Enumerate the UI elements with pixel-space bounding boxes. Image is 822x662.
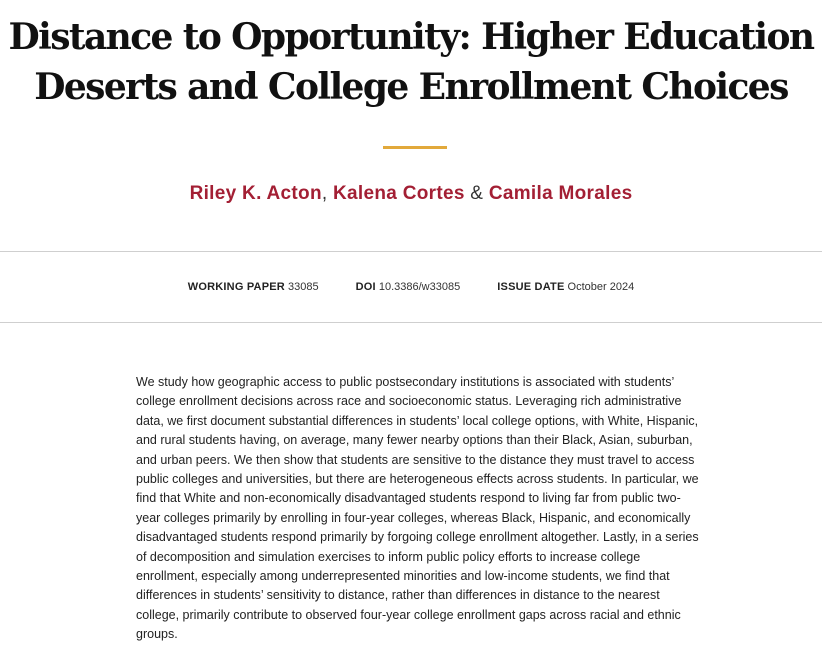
working-paper-value: 33085: [287, 281, 319, 293]
meta-divider-top: [0, 251, 822, 252]
title-line-2: Deserts and College Enrollment Choices: [34, 66, 788, 108]
doi-label: DOI: [355, 281, 376, 293]
author-link-riley-acton[interactable]: Riley K. Acton: [189, 183, 322, 204]
doi: [356, 279, 461, 295]
author-link-kalena-cortes[interactable]: Kalena Cortes: [333, 183, 465, 204]
issue-date-label: ISSUE DATE: [497, 281, 565, 293]
working-paper-number: [188, 279, 319, 295]
author-separator: &: [464, 183, 489, 204]
page-title: [0, 12, 822, 112]
doi-value: 10.3386/w33085: [378, 281, 461, 293]
working-paper-label: WORKING PAPER: [187, 281, 285, 293]
abstract-text: We study how geographic access to public postsecondary institutions is associated with students’ college enrollment decisions across race and socioeconomic status. Leveraging rich administrative data, we first document substantial differences in students’ local college options, with White, Hispanic, and rural students having, on average, many fewer nearby options than their Black, Asian, suburban, and urban peers. We then show that students are sensitive to the distance they must travel to access public colleges and universities, but there are heterogeneous effects across students. In particular, we find that White and non-economically disadvantaged students respond to living far from public two-year colleges primarily by enrolling in four-year colleges, whereas Black, Hispanic, and economically disadvantaged students respond primarily by forgoing college enrollment altogether. Lastly, in a series of decomposition and simulation exercises to inform public policy efforts to increase college enrollment, especially among underrepresented minorities and low-income students, we find that differences in students’ sensitivity to distance, rather than differences in distance to the nearest college, primarily contribute to observed four-year college enrollment gaps across racial and ethnic groups.: [136, 375, 699, 642]
title-accent-rule: [383, 146, 447, 149]
title-line-1: Distance to Opportunity: Higher Education: [8, 16, 814, 58]
paper-metadata-bar: [0, 279, 822, 295]
author-list: [0, 181, 822, 207]
issue-date: [497, 279, 634, 295]
issue-date-value: October 2024: [567, 281, 635, 293]
author-separator: ,: [321, 183, 334, 204]
meta-divider-bottom: [0, 322, 822, 323]
author-link-camila-morales[interactable]: Camila Morales: [488, 183, 633, 204]
